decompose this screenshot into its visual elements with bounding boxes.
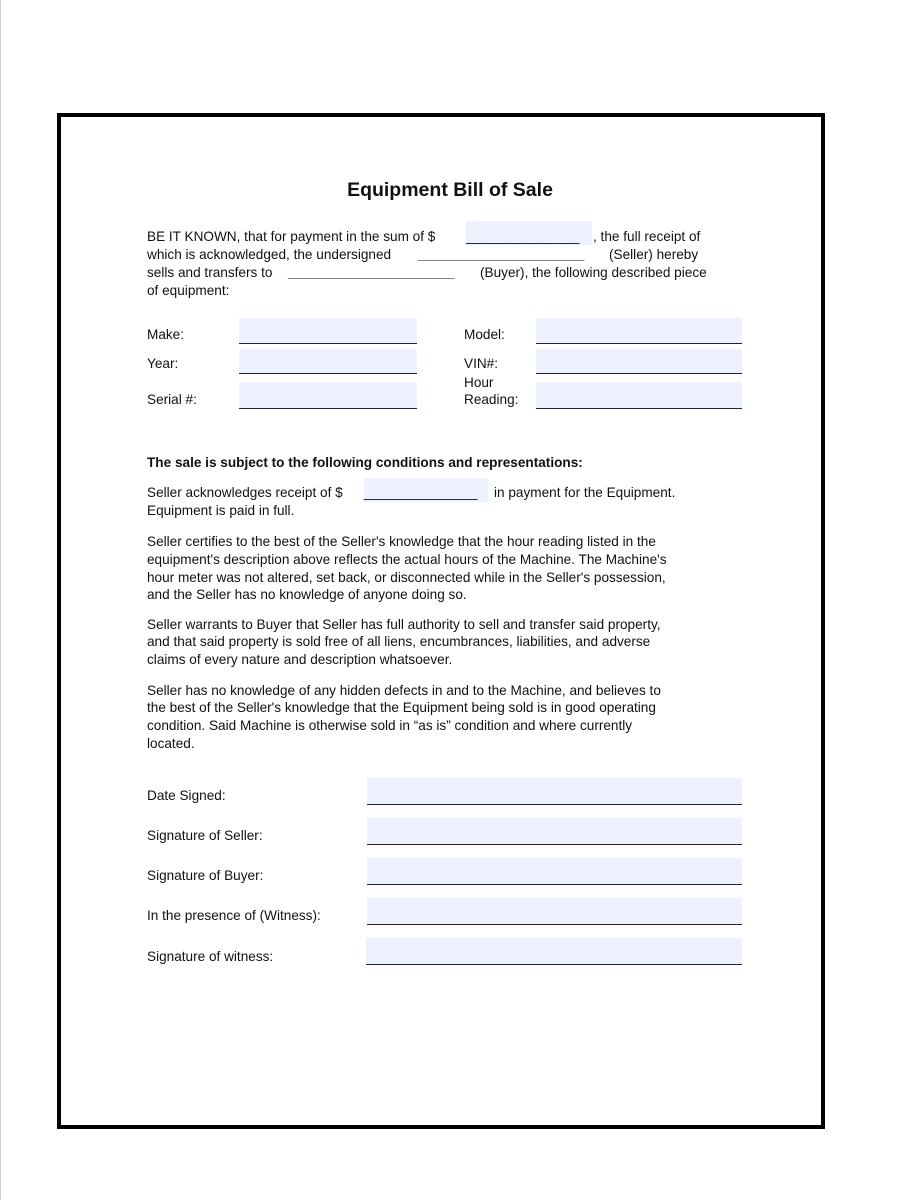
conditions-heading: The sale is subject to the following conditions and representations: [147, 455, 583, 470]
seller-signature-field[interactable] [367, 818, 742, 845]
intro-text-3a: sells and transfers to [147, 265, 273, 280]
model-label: Model: [464, 327, 505, 342]
witness-signature-label: Signature of witness: [147, 949, 274, 964]
buyer-name-field[interactable]: ______________________ [288, 265, 455, 280]
intro-text-1a: BE IT KNOWN, that for payment in the sum of $ [147, 229, 436, 244]
make-label: Make: [147, 327, 185, 342]
defects-para-line: condition. Said Machine is otherwise sold in “as is” condition and where currently [147, 718, 633, 733]
authority-para-line: Seller warrants to Buyer that Seller has full authority to sell and transfer said property, [147, 617, 661, 632]
defects-para-line: the best of the Seller's knowledge that the Equipment being sold is in good operating [147, 700, 656, 715]
hour-label-line2: Reading: [464, 392, 519, 407]
model-field[interactable] [536, 318, 742, 344]
hours-para-line: hour meter was not altered, set back, or disconnected while in the Seller's possession, [147, 570, 666, 585]
buyer-signature-label: Signature of Buyer: [147, 868, 264, 883]
defects-para-line: located. [147, 736, 195, 751]
hour-reading-field[interactable] [536, 382, 742, 409]
make-field[interactable] [239, 318, 417, 344]
intro-text-1b: , the full receipt of [593, 229, 701, 244]
intro-text-4: of equipment: [147, 283, 230, 298]
seller-signature-label: Signature of Seller: [147, 828, 263, 843]
defects-para-line: Seller has no knowledge of any hidden defects in and to the Machine, and believes to [147, 683, 661, 698]
seller-name-field[interactable]: ______________________ [418, 247, 585, 262]
hours-para-line: and the Seller has no knowledge of anyone doing so. [147, 587, 467, 602]
witness-signature-field[interactable] [366, 938, 742, 965]
receipt-amount-field[interactable]: _______________ [364, 485, 478, 500]
hours-para-line: equipment's description above reflects the actual hours of the Machine. The Machine's [147, 552, 667, 567]
authority-para-line: and that said property is sold free of all liens, encumbrances, liabilities, and adverse [147, 634, 651, 649]
receipt-text-2: Equipment is paid in full. [147, 503, 295, 518]
buyer-signature-field[interactable] [367, 858, 742, 885]
serial-label: Serial #: [147, 392, 197, 407]
vin-label: VIN#: [464, 356, 498, 371]
date-signed-field[interactable] [367, 778, 742, 805]
witness-presence-field[interactable] [367, 898, 742, 925]
receipt-text-1b: in payment for the Equipment. [494, 485, 676, 500]
authority-para-line: claims of every nature and description whatsoever. [147, 652, 453, 667]
witness-presence-label: In the presence of (Witness): [147, 908, 321, 923]
sum-field[interactable]: _______________ [466, 229, 580, 244]
document-title: Equipment Bill of Sale [347, 179, 553, 201]
vin-field[interactable] [536, 349, 742, 374]
receipt-text-1a: Seller acknowledges receipt of $ [147, 485, 343, 500]
year-field[interactable] [239, 349, 417, 374]
hours-para-line: Seller certifies to the best of the Seller's knowledge that the hour reading listed in the [147, 534, 656, 549]
intro-text-2a: which is acknowledged, the undersigned [147, 247, 392, 262]
date-signed-label: Date Signed: [147, 788, 226, 803]
serial-field[interactable] [239, 382, 417, 409]
intro-text-2b: (Seller) hereby [609, 247, 699, 262]
intro-text-3b: (Buyer), the following described piece [480, 265, 707, 280]
hour-label-line1: Hour [464, 375, 494, 390]
year-label: Year: [147, 356, 179, 371]
